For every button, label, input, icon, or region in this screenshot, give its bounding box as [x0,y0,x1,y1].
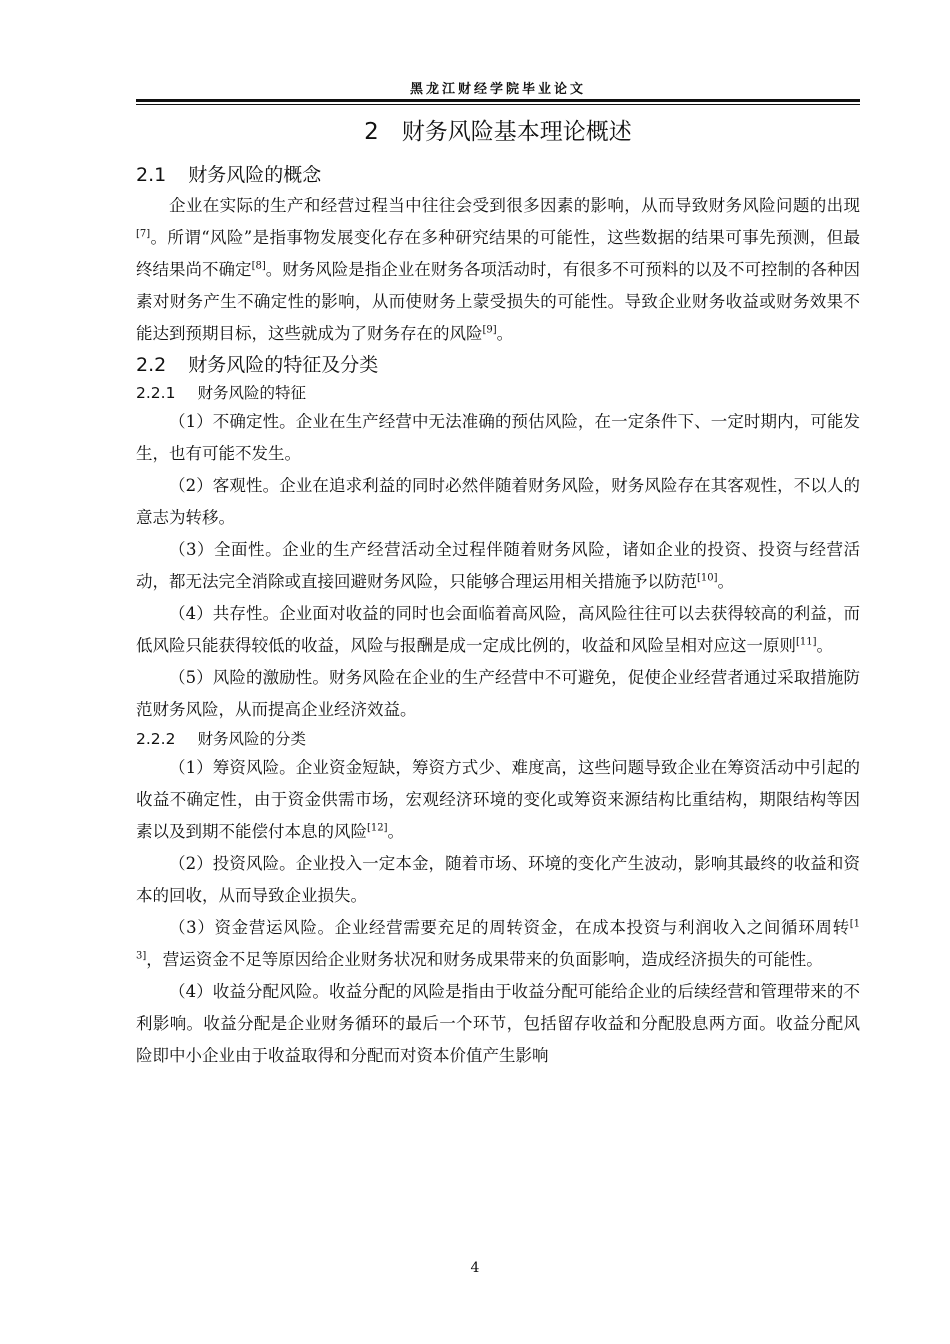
running-header: 黑龙江财经学院毕业论文 [409,82,586,97]
text-run: 企业在实际的生产和经营过程当中往往会受到很多因素的影响，从而导致财务风险问题的出现 [169,196,860,215]
text-run: 。 [387,822,405,841]
header-thin-rule [136,104,860,105]
text-run: 。财务风险是指企业在财务各项活动时，有很多不可预料的以及不可控制的各种因素对财务产生不确定性的影响，从而使财务上蒙受损失的可能性。导致企业财务收益或财务效果不能达到预期目标，这些就成为了财务存在的风险 [136,260,861,343]
text-run: ，营运资金不足等原因给企业财务状况和财务成果带来的负面影响，造成经济损失的可能性。 [146,950,823,969]
chapter-title: 2 财务风险基本理论概述 [364,119,632,145]
text-run: （3）全面性。企业的生产经营活动全过程伴随着财务风险，诸如企业的投资、投资与经营活动，都无法完全消除或直接回避财务风险，只能够合理运用相关措施予以防范 [136,540,860,591]
section-number: 2.1 [136,164,167,186]
text-run: 。所谓“风险”是指事物发展变化存在多种研究结果的可能性，这些数据的结果可事先预测，但最终结果尚不确定 [136,228,860,279]
list-item: （4）收益分配风险。收益分配的风险是指由于收益分配可能给企业的后续经营和管理带来的不利影响。收益分配是企业财务循环的最后一个环节，包括留存收益和分配股息两方面。收益分配风险即中小企业由于收益取得和分配而对资本价值产生影响 [136,982,860,1065]
list-item: （5）风险的激励性。财务风险在企业的生产经营中不可避免，促使企业经营者通过采取措施防范财务风险，从而提高企业经济效益。 [136,668,860,719]
text-run: 。 [717,572,735,591]
subsection-title: 财务风险的特征 [197,384,306,402]
text-run: 。 [816,636,834,655]
page-number: 4 [470,1260,480,1276]
list-item [136,912,860,976]
citation: [9] [482,324,497,336]
list-item: （1）不确定性。企业在生产经营中无法准确的预估风险，在一定条件下、一定时期内，可能发生，也有可能不发生。 [136,412,860,463]
list-item: （2）投资风险。企业投入一定本金，随着市场、环境的变化产生波动，影响其最终的收益和资本的回收，从而导致企业损失。 [136,854,860,905]
text-run: 。 [496,324,514,343]
citation: [13] [136,918,860,962]
section-heading-2-1 [136,160,860,190]
page-body [136,110,860,1072]
section-number: 2.2 [136,354,167,376]
list-item [136,598,860,662]
header-thick-rule [136,99,860,102]
section-heading-2-2 [136,350,860,380]
section-title: 财务风险的特征及分类 [188,354,379,376]
subsection-heading-2-2-1 [136,380,860,406]
citation: [12] [367,822,388,834]
citation: [8] [251,260,266,272]
list-item [136,534,860,598]
list-item [136,752,860,848]
list-item: （2）客观性。企业在追求利益的同时必然伴随着财务风险，财务风险存在其客观性，不以人的意志为转移。 [136,476,860,527]
text-run: （1）筹资风险。企业资金短缺，筹资方式少、难度高，这些问题导致企业在筹资活动中引起的收益不确定性，由于资金供需市场，宏观经济环境的变化或筹资来源结构比重结构，期限结构等因素以及到期不能偿付本息的风险 [136,758,860,841]
paragraph-concept [136,190,860,350]
subsection-heading-2-2-2 [136,726,860,752]
section-title: 财务风险的概念 [188,164,322,186]
citation: [10] [697,572,718,584]
subsection-number: 2.2.1 [136,384,176,402]
subsection-number: 2.2.2 [136,730,176,748]
text-run: （3）资金营运风险。企业经营需要充足的周转资金，在成本投资与利润收入之间循环周转 [169,918,850,937]
subsection-title: 财务风险的分类 [197,730,306,748]
text-run: （4）共存性。企业面对收益的同时也会面临着高风险，高风险往往可以去获得较高的利益，而低风险只能获得较低的收益，风险与报酬是成一定成比例的，收益和风险呈相对应这一原则 [136,604,860,655]
citation: [7] [136,228,151,240]
citation: [11] [796,636,817,648]
